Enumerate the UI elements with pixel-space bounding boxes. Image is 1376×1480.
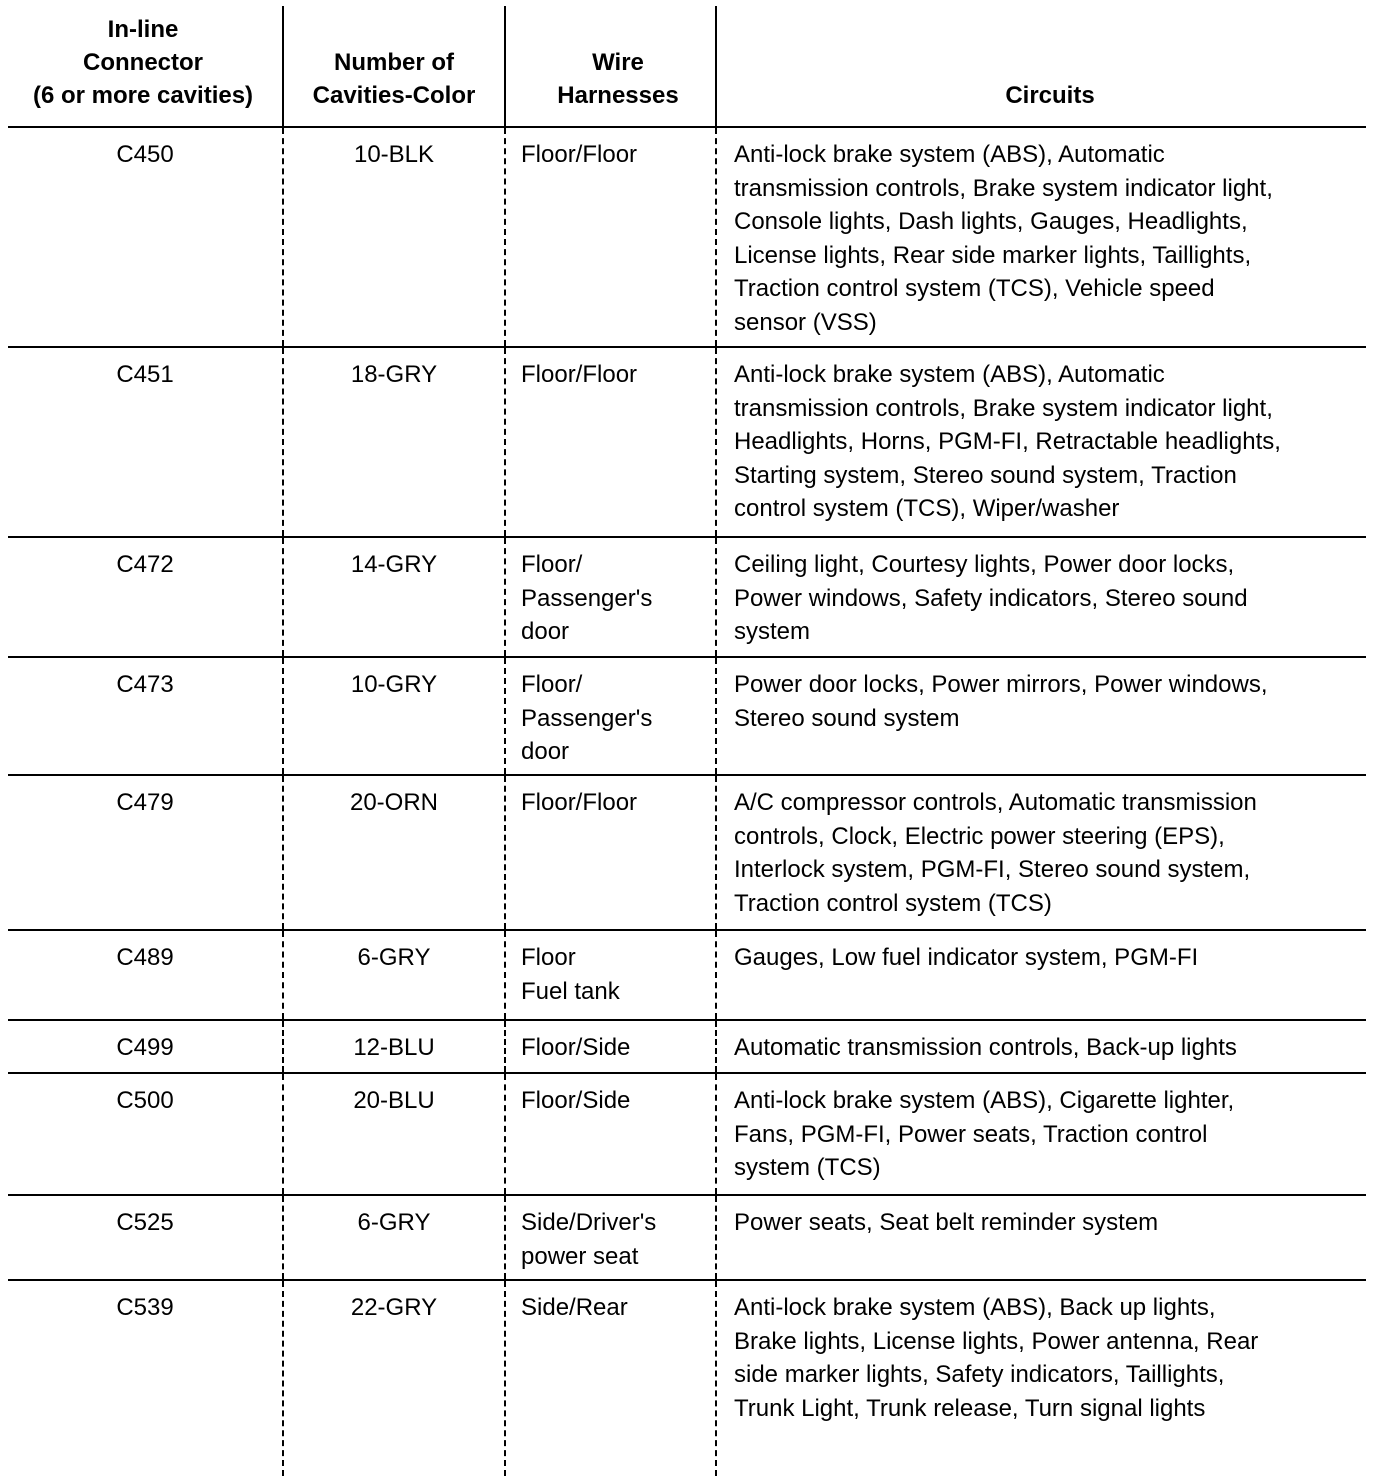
cell-circuits: Power seats, Seat belt reminder system — [715, 1196, 1366, 1279]
cell-cavities: 18-GRY — [282, 348, 504, 536]
table-row — [8, 1074, 1366, 1196]
cell-circuits: Automatic transmission controls, Back-up lights — [715, 1021, 1366, 1072]
cell-circuits: Anti-lock brake system (ABS), Automatic transmission controls, Brake system indicator light, Console lights, Dash lights, Gauges, Headlights, License lights, Rear side marker lights, Taillights, Traction control system (TCS), Vehicle speed sensor (VSS) — [715, 128, 1366, 346]
cell-harnesses: Floor/Side — [504, 1021, 715, 1072]
header-circuits: Circuits — [715, 6, 1366, 126]
cell-circuits: Power door locks, Power mirrors, Power windows, Stereo sound system — [715, 658, 1366, 774]
cell-circuits: A/C compressor controls, Automatic transmission controls, Clock, Electric power steering (EPS), Interlock system, PGM-FI, Stereo sound system, Traction control system (TCS) — [715, 776, 1366, 929]
cell-connector: C479 — [116, 789, 174, 816]
header-connector: In-line Connector (6 or more cavities) — [32, 16, 254, 109]
cell-harnesses: Floor/ Passenger's door — [504, 658, 715, 774]
table-row — [8, 658, 1366, 776]
cell-circuits: Ceiling light, Courtesy lights, Power door locks, Power windows, Safety indicators, Stereo sound system — [715, 538, 1366, 656]
cell-cavities: 12-BLU — [282, 1021, 504, 1072]
cell-cavities: 20-BLU — [282, 1074, 504, 1194]
table-row — [8, 538, 1366, 658]
cell-connector: C500 — [116, 1087, 174, 1114]
table-row — [8, 1196, 1366, 1281]
table-row — [8, 1021, 1366, 1074]
cell-harnesses: Side/Driver's power seat — [504, 1196, 715, 1279]
cell-cavities: 22-GRY — [282, 1281, 504, 1476]
table-row — [8, 776, 1366, 931]
cell-harnesses: Floor/Floor — [504, 128, 715, 346]
cell-cavities: 6-GRY — [282, 931, 504, 1019]
table-row — [8, 931, 1366, 1021]
cell-connector: C539 — [116, 1294, 174, 1321]
cell-harnesses: Floor/Floor — [504, 348, 715, 536]
cell-cavities: 20-ORN — [282, 776, 504, 929]
cell-connector: C473 — [116, 671, 174, 698]
cell-harnesses: Floor/Side — [504, 1074, 715, 1194]
cell-circuits: Gauges, Low fuel indicator system, PGM-FI — [715, 931, 1366, 1019]
cell-connector: C489 — [116, 944, 174, 971]
cell-harnesses: Floor/ Passenger's door — [504, 538, 715, 656]
header-cavities: Number of Cavities-Color — [282, 6, 504, 126]
cell-circuits: Anti-lock brake system (ABS), Back up lights, Brake lights, License lights, Power antenna, Rear side marker lights, Safety indicators, Taillights, Trunk Light, Trunk release, Turn signal lights — [715, 1281, 1366, 1476]
cell-harnesses: Floor/Floor — [504, 776, 715, 929]
cell-circuits: Anti-lock brake system (ABS), Cigarette lighter, Fans, PGM-FI, Power seats, Traction control system (TCS) — [715, 1074, 1366, 1194]
connector-table — [8, 0, 1366, 1476]
header-harnesses: Wire Harnesses — [504, 6, 715, 126]
cell-cavities: 14-GRY — [282, 538, 504, 656]
cell-harnesses: Floor Fuel tank — [504, 931, 715, 1019]
table-row — [8, 128, 1366, 348]
cell-connector: C499 — [116, 1034, 174, 1061]
table-header — [8, 6, 1366, 128]
table-row — [8, 1281, 1366, 1476]
cell-connector: C450 — [116, 141, 174, 168]
cell-connector: C525 — [116, 1209, 174, 1236]
cell-connector: C451 — [116, 361, 174, 388]
cell-connector: C472 — [116, 551, 174, 578]
cell-cavities: 10-BLK — [282, 128, 504, 346]
cell-harnesses: Side/Rear — [504, 1281, 715, 1476]
table-row — [8, 348, 1366, 538]
cell-cavities: 10-GRY — [282, 658, 504, 774]
cell-cavities: 6-GRY — [282, 1196, 504, 1279]
cell-circuits: Anti-lock brake system (ABS), Automatic transmission controls, Brake system indicator light, Headlights, Horns, PGM-FI, Retractable headlights, Starting system, Stereo sound system, Traction control system (TCS), Wiper/washer — [715, 348, 1366, 536]
